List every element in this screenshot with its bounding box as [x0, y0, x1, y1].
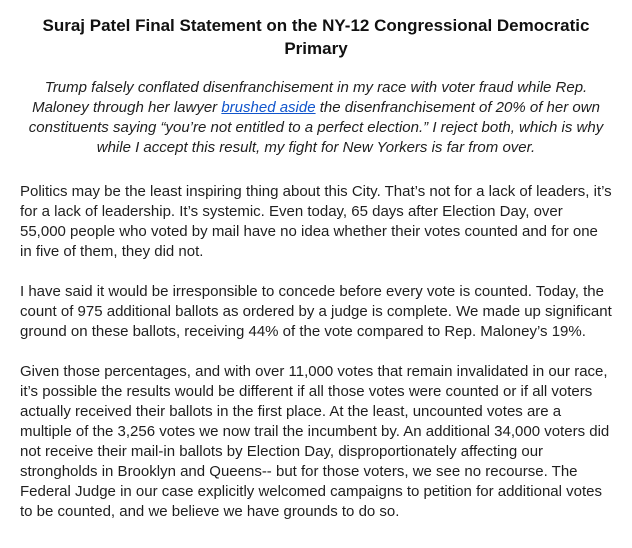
paragraph-1: Politics may be the least inspiring thing about this City. That’s not for a lack of leaders, it’s for a lack of leadership. It’s systemic. Even today, 65 days after Election Day, over 55,000 people who voted by mail have no idea whether their votes counted and for one in five of them, they did not. — [20, 183, 612, 260]
italic-subhead — [20, 78, 612, 158]
document-title: Suraj Patel Final Statement on the NY-12 Congressional Democratic Primary — [42, 16, 590, 58]
paragraph-2: I have said it would be irresponsible to concede before every vote is counted. Today, the count of 975 additional ballots as ordered by a judge is complete. We made up significant ground on these ballots, receiving 44% of the vote compared to Rep. Maloney’s 19%. — [20, 283, 612, 340]
subhead-text-after-link: the disenfranchisement of 20% of her own constituents saying “you’re not entitled to a perfect election.” I reject both, which is why while I accept this result, my fight for New Yorkers is far from over. — [28, 99, 604, 156]
brushed-aside-link[interactable]: brushed aside — [221, 99, 316, 116]
paragraph-3: Given those percentages, and with over 11,000 votes that remain invalidated in our race, it’s possible the results would be different if all those votes were counted or if all voters actually received their ballots in the first place. At the least, uncounted votes are a multiple of the 3,256 votes we now trail the incumbent by. An additional 34,000 voters did not receive their mail-in ballots by Election Day, disproportionately affecting our strongholds in Brooklyn and Queens-- but for those voters, we see no recourse. The Federal Judge in our case explicitly welcomed campaigns to petition for additional votes to be counted, and we believe we have grounds to do so. — [20, 363, 610, 520]
subhead-text-before-link: Trump falsely conflated disenfranchisement in my race with voter fraud while Rep. Maloney through her lawyer — [32, 79, 588, 116]
